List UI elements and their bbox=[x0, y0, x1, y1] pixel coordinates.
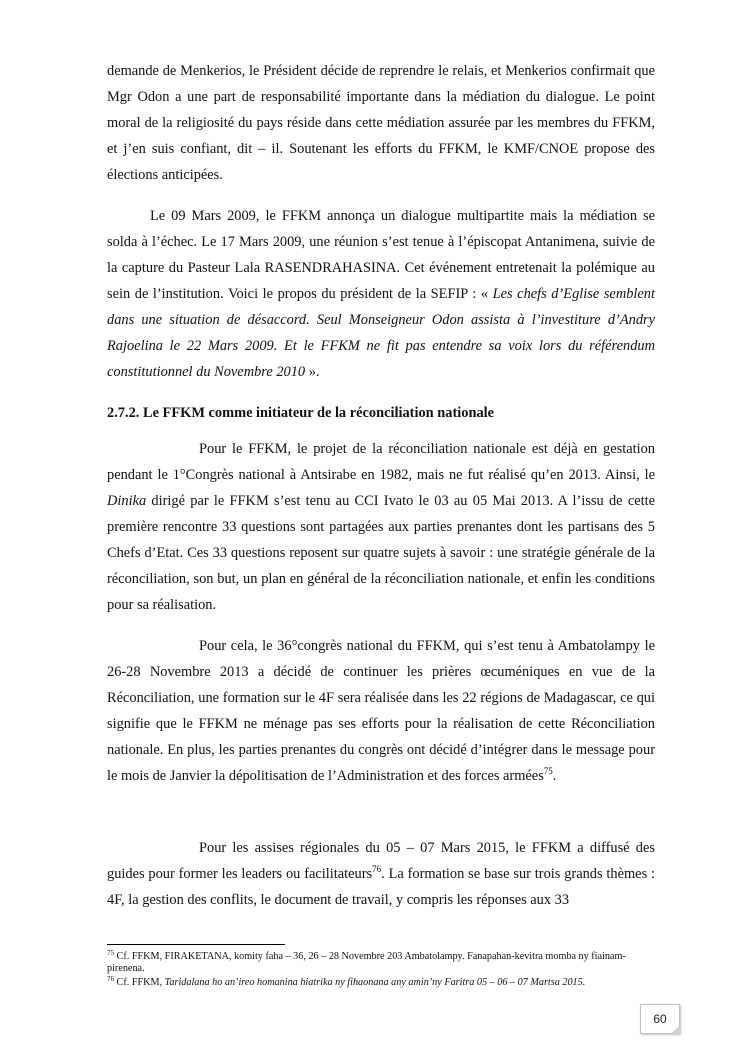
paragraph-text: Le 09 Mars 2009, le FFKM annonça un dialogue multipartite mais la médiation se solda à l’échec. Le 17 Mars 2009, une réunion s’est tenue à l’épiscopat Antanimena, suivie de la capture du Pasteur Lala RASENDRAHASINA. Cet événement entretenait la polémique au sein de l’institution. Voici le propos du président de la SEFIP : « bbox=[107, 208, 655, 302]
section-heading: 2.7.2. Le FFKM comme initiateur de la réconciliation nationale bbox=[107, 405, 495, 421]
paragraph-text: . bbox=[552, 768, 557, 784]
paragraph-text: dirigé par le FFKM s’est tenu au CCI Ivato le 03 au 05 Mai 2013. A l’issu de cette première rencontre 33 questions sont partagées aux parties prenantes dont les partisans des 5 Chefs d’Etat. Ces 33 questions reposent sur quatre sujets à savoir : une stratégie générale de la réconciliation, son but, un plan en général de la réconciliation nationale, et enfin les conditions pour sa réalisation. bbox=[107, 493, 655, 613]
footnote-title: Taridalana ho an’ireo homanina hiatrika ny fihaonana any amin’ny Faritra 05 – 06 – 07 Martsa 2015. bbox=[164, 977, 586, 988]
paragraph-36th-congress bbox=[107, 633, 655, 789]
page-number: 60 bbox=[653, 1012, 667, 1026]
paragraph-text: Pour le FFKM, le projet de la réconciliation nationale est déjà en gestation pendant le 1°Congrès national à Antsirabe en 1982, mais ne fut réalisé qu’en 2013. Ainsi, le bbox=[107, 441, 655, 483]
footnote-76 bbox=[107, 977, 655, 989]
paragraph-dialogue-2009 bbox=[107, 203, 655, 385]
sefip-quote: Les chefs d’Eglise semblent dans une situation de désaccord. Seul Monseigneur Odon assista à l’investiture d’Andry Rajoelina le 22 Mars 2009. Et le FFKM ne fit pas entendre sa voix lors du référendum constitutionnel du Novembre 2010 bbox=[107, 286, 655, 380]
footnote-separator bbox=[107, 944, 285, 945]
footnote-ref-75[interactable]: 75 bbox=[543, 766, 553, 776]
paragraph-text: Pour cela, le 36°congrès national du FFKM, qui s’est tenu à Ambatolampy le 26-28 Novembre 2013 a décidé de continuer les prières œcuméniques en vue de la Réconciliation, une formation sur le 4F sera réalisée dans les 22 régions de Madagascar, ce qui signifie que le FFKM ne ménage pas ses efforts pour la réalisation de cette Réconciliation nationale. En plus, les parties prenantes du congrès ont décidé d’intégrer dans le message pour le mois de Janvier la dépolitisation de l’Administration et des forces armées bbox=[107, 638, 655, 784]
paragraph-regional-sessions bbox=[107, 835, 655, 913]
footnote-ref-76[interactable]: 76 bbox=[372, 864, 382, 874]
paragraph-reconciliation-project bbox=[107, 436, 655, 618]
paragraph-text: demande de Menkerios, le Président décide de reprendre le relais, et Menkerios confirmait que Mgr Odon a une part de responsabilité importante dans la médiation du dialogue. Le point moral de la religiosité du pays réside dans cette médiation assurée par les membres du FFKM, et j’en suis confiant, dit – il. Soutenant les efforts du FFKM, le KMF/CNOE propose des élections anticipées. bbox=[107, 63, 655, 183]
dinika-term: Dinika bbox=[107, 493, 147, 509]
footnote-text: Cf. FFKM, bbox=[114, 977, 165, 988]
paragraph-text: Pour les assises régionales du 05 – 07 Mars 2015, le FFKM a diffusé des guides pour former les leaders ou facilitateurs bbox=[107, 840, 655, 882]
footnote-text: Cf. FFKM, FIRAKETANA, komity faha – 36, 26 – 28 Novembre 203 Ambatolampy. Fanapahan-kevitra momba ny fiainam-pirenena. bbox=[107, 951, 626, 974]
footnote-75 bbox=[107, 951, 655, 975]
paragraph-mediation bbox=[107, 58, 655, 188]
footnote-number: 75 bbox=[107, 949, 114, 957]
quote-close: ». bbox=[305, 364, 320, 380]
footnote-number: 76 bbox=[107, 975, 114, 983]
page-curl-icon bbox=[671, 1025, 680, 1034]
page-number-box bbox=[640, 1004, 680, 1034]
paragraph-text: . La formation se base sur trois grands thèmes : 4F, la gestion des conflits, le document de travail, y compris les réponses aux 33 bbox=[107, 866, 655, 908]
